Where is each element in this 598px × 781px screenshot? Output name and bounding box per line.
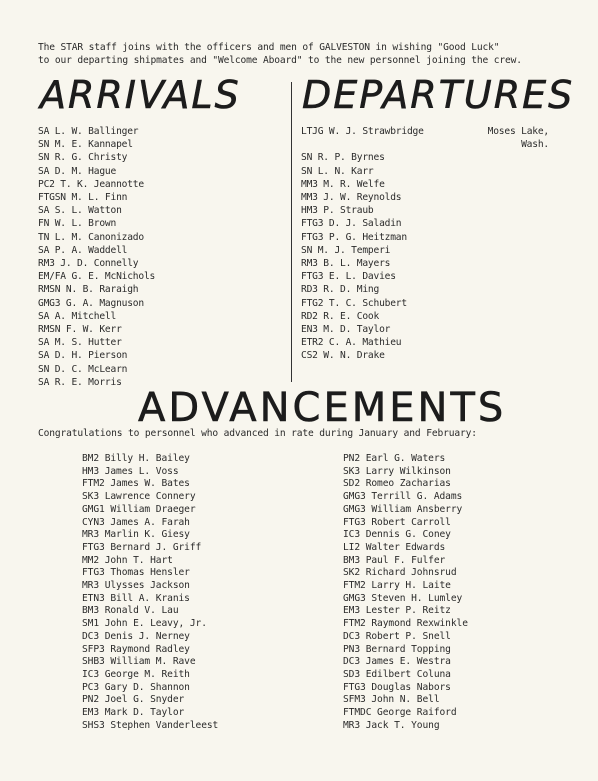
arrival-entry xyxy=(38,349,282,362)
advancement-entry: FTG3 Bernard J. Griff xyxy=(82,541,202,553)
departure-name: CS2 W. N. Drake xyxy=(301,350,385,362)
arrival-entry xyxy=(38,191,282,204)
arrival-entry xyxy=(38,336,282,349)
departure-name: MM3 M. R. Welfe xyxy=(301,178,385,190)
advancement-entry: IC3 George M. Reith xyxy=(82,668,190,680)
departure-entry xyxy=(301,191,549,204)
advancement-entry: FTG3 Thomas Hensler xyxy=(82,567,190,579)
arrival-name: SN M. E. Kannapel xyxy=(38,139,133,151)
advancement-entry: MM2 John T. Hart xyxy=(82,554,173,566)
advancement-entry: EM3 Lester P. Reitz xyxy=(343,605,451,617)
arrival-entry xyxy=(38,231,282,244)
arrivals-list xyxy=(38,125,282,389)
arrival-entry xyxy=(38,323,282,336)
departure-entry xyxy=(301,125,549,151)
advancements-heading: ADVANCEMENTS xyxy=(138,385,507,431)
advancement-entry: PN3 Bernard Topping xyxy=(343,643,451,655)
departure-entry xyxy=(301,231,549,244)
departure-entry xyxy=(301,204,549,217)
departure-name: HM3 P. Straub xyxy=(301,205,374,217)
departure-entry xyxy=(301,297,549,310)
arrival-entry xyxy=(38,257,282,270)
advancement-entry: EM3 Mark D. Taylor xyxy=(82,707,185,719)
arrival-entry xyxy=(38,217,282,230)
arrival-name: RM3 J. D. Connelly xyxy=(38,258,139,270)
departure-name: RD3 R. D. Ming xyxy=(301,284,380,296)
departure-entry xyxy=(301,151,549,164)
arrival-name: RMSN F. W. Kerr xyxy=(38,324,122,336)
arrival-name: SA D. M. Hague xyxy=(38,165,117,177)
advancement-entry: DC3 Denis J. Nerney xyxy=(82,630,190,642)
advancement-entry: SD2 Romeo Zacharias xyxy=(343,478,451,490)
intro-paragraph: The STAR staff joins with the officers and men of GALVESTON in wishing "Good Luck" to our departing shipmates and "Welcome Aboard" to the new personnel joining the crew. xyxy=(38,42,522,66)
departure-entry xyxy=(301,270,549,283)
advancement-entry: PN2 Earl G. Waters xyxy=(343,453,446,464)
advancement-entry: DC3 Robert P. Snell xyxy=(343,630,451,642)
departure-name: FTG2 T. C. Schubert xyxy=(301,297,407,309)
arrival-name: SA S. L. Watton xyxy=(38,205,122,217)
departure-name: MM3 J. W. Reynolds xyxy=(301,192,402,204)
departure-name: FTG3 E. L. Davies xyxy=(301,271,396,283)
advancement-entry: MR3 Marlin K. Giesy xyxy=(82,529,190,541)
departures-heading: DEPARTURES xyxy=(302,73,575,117)
arrival-name: EM/FA G. E. McNichols xyxy=(38,271,156,283)
departure-entry xyxy=(301,349,549,362)
arrival-entry xyxy=(38,270,282,283)
advancement-entry: ETN3 Bill A. Kranis xyxy=(82,592,190,604)
advancement-entry: SM1 John E. Leavy, Jr. xyxy=(82,618,207,630)
arrival-name: FTGSN M. L. Finn xyxy=(38,192,128,204)
arrival-entry xyxy=(38,125,282,138)
advancement-entry: GMG1 William Draeger xyxy=(82,503,196,515)
advancement-entry: FTM2 Larry H. Laite xyxy=(343,580,451,592)
advancement-entry: PC3 Gary D. Shannon xyxy=(82,681,190,693)
departure-name: FTG3 P. G. Heitzman xyxy=(301,231,407,243)
advancement-entry: IC3 Dennis G. Coney xyxy=(343,529,451,541)
arrival-entry xyxy=(38,244,282,257)
advancement-entry: MR3 Jack T. Young xyxy=(343,719,440,731)
arrival-name: SA L. W. Ballinger xyxy=(38,126,139,137)
advancement-entry: SHB3 William M. Rave xyxy=(82,656,196,668)
departure-name: EN3 M. D. Taylor xyxy=(301,324,391,336)
arrival-name: SA R. E. Morris xyxy=(38,376,122,388)
advancement-entry: SFP3 Raymond Radley xyxy=(82,643,190,655)
arrival-name: SN D. C. McLearn xyxy=(38,363,128,375)
advancement-entry: PN2 Joel G. Snyder xyxy=(82,694,185,706)
advancement-entry: GMG3 Steven H. Lumley xyxy=(343,592,463,604)
arrival-name: SA D. H. Pierson xyxy=(38,350,128,362)
advancement-entry: SFM3 John N. Bell xyxy=(343,694,440,706)
arrival-entry xyxy=(38,363,282,376)
departure-name: SN R. P. Byrnes xyxy=(301,152,385,164)
advancement-entry: GMG3 Terrill G. Adams xyxy=(343,491,463,503)
departure-entry xyxy=(301,323,549,336)
arrival-name: SA M. S. Hutter xyxy=(38,337,122,349)
advancements-congrats: Congratulations to personnel who advanced in rate during January and February: xyxy=(38,428,477,439)
arrival-entry xyxy=(38,165,282,178)
arrival-entry xyxy=(38,151,282,164)
advancement-entry: DC3 James E. Westra xyxy=(343,656,451,668)
advancements-left-column xyxy=(82,453,282,732)
advancement-entry: FTM2 James W. Bates xyxy=(82,478,190,490)
arrival-name: RMSN N. B. Raraigh xyxy=(38,284,139,296)
arrival-entry xyxy=(38,283,282,296)
arrival-entry xyxy=(38,204,282,217)
advancement-entry: FTG3 Douglas Nabors xyxy=(343,681,451,693)
departure-entry xyxy=(301,217,549,230)
advancement-entry: LI2 Walter Edwards xyxy=(343,541,446,553)
arrival-name: SN R. G. Christy xyxy=(38,152,128,164)
advancement-entry: HM3 James L. Voss xyxy=(82,465,179,477)
advancement-entry: SD3 Edilbert Coluna xyxy=(343,668,451,680)
advancement-entry: BM3 Ronald V. Lau xyxy=(82,605,179,617)
departure-name: RD2 R. E. Cook xyxy=(301,310,380,322)
arrival-entry xyxy=(38,297,282,310)
departure-entry xyxy=(301,257,549,270)
arrival-name: PC2 T. K. Jeannotte xyxy=(38,178,144,190)
advancement-entry: FTMDC George Raiford xyxy=(343,707,457,719)
arrival-name: SA P. A. Waddell xyxy=(38,244,128,256)
departure-entry xyxy=(301,310,549,323)
arrival-name: FN W. L. Brown xyxy=(38,218,117,230)
departure-entry xyxy=(301,244,549,257)
advancement-entry: GMG3 William Ansberry xyxy=(343,503,463,515)
arrival-name: TN L. M. Canonizado xyxy=(38,231,144,243)
departure-name: RM3 B. L. Mayers xyxy=(301,258,391,270)
departure-entry xyxy=(301,178,549,191)
advancement-entry: FTG3 Robert Carroll xyxy=(343,516,451,528)
advancement-entry: SK3 Larry Wilkinson xyxy=(343,465,451,477)
advancements-right-column xyxy=(343,453,543,732)
arrival-entry xyxy=(38,138,282,151)
column-divider xyxy=(291,82,292,382)
departure-entry xyxy=(301,165,549,178)
departures-list xyxy=(301,125,549,363)
arrival-name: SA A. Mitchell xyxy=(38,310,117,322)
departure-name: LTJG W. J. Strawbridge xyxy=(301,126,424,137)
advancement-entry: SHS3 Stephen Vanderleest xyxy=(82,719,219,731)
departure-location: Moses Lake, Wash. xyxy=(487,126,549,151)
advancement-entry: MR3 Ulysses Jackson xyxy=(82,580,190,592)
arrival-name: GMG3 G. A. Magnuson xyxy=(38,297,144,309)
departure-entry xyxy=(301,336,549,349)
advancement-entry: BM2 Billy H. Bailey xyxy=(82,453,190,464)
departure-name: FTG3 D. J. Saladin xyxy=(301,218,402,230)
advancement-entry: BM3 Paul F. Fulfer xyxy=(343,554,446,566)
advancement-entry: SK2 Richard Johnsrud xyxy=(343,567,457,579)
departure-name: SN L. N. Karr xyxy=(301,165,374,177)
advancement-entry: FTM2 Raymond Rexwinkle xyxy=(343,618,468,630)
arrival-entry xyxy=(38,310,282,323)
advancement-entry: SK3 Lawrence Connery xyxy=(82,491,196,503)
arrivals-heading: ARRIVALS xyxy=(40,73,241,117)
departure-name: SN M. J. Temperi xyxy=(301,244,391,256)
arrival-entry xyxy=(38,178,282,191)
departure-name: ETR2 C. A. Mathieu xyxy=(301,337,402,349)
departure-entry xyxy=(301,283,549,296)
advancement-entry: CYN3 James A. Farah xyxy=(82,516,190,528)
